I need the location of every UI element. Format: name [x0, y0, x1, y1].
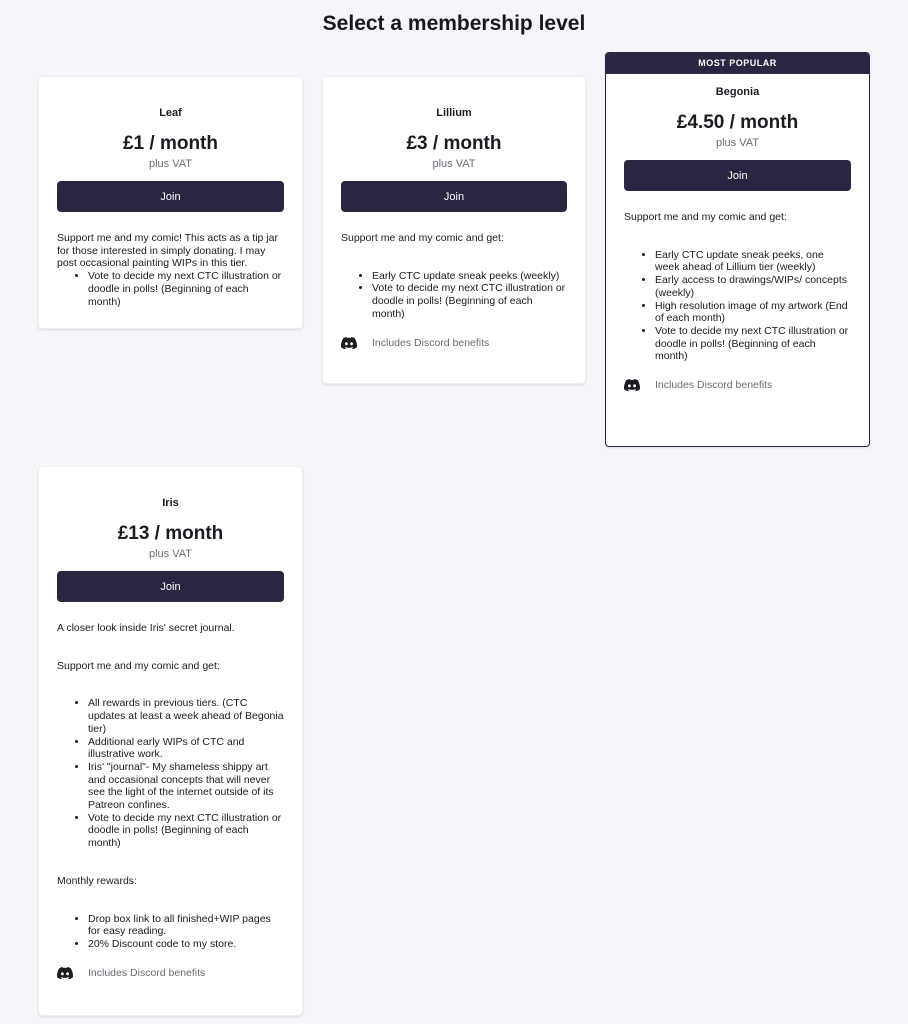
join-button-leaf[interactable]: Join — [57, 181, 284, 212]
perk-item: • Early CTC update sneak peeks (weekly) — [372, 270, 567, 283]
perk-list — [624, 249, 851, 363]
tier-price: £4.50 / month — [676, 112, 799, 133]
discord-label: Includes Discord benefits — [88, 966, 206, 979]
vat-note: plus VAT — [432, 158, 476, 170]
tier-price: £1 / month — [122, 133, 218, 154]
tier-card-iris — [38, 466, 303, 1016]
most-popular-badge: MOST POPULAR — [606, 53, 869, 74]
tier-card-leaf — [38, 76, 303, 329]
discord-icon — [341, 337, 357, 349]
tier-intro: A closer look inside Iris' secret journal. — [57, 622, 235, 634]
perk-item: • Drop box link to all finished+WIP pages for easy reading. — [88, 913, 284, 938]
tier-name: Iris — [162, 497, 179, 509]
perk-item: • 20% Discount code to my store. — [88, 938, 284, 951]
monthly-rewards-heading: Monthly rewards: — [57, 874, 137, 887]
perk-item: • Iris' "journal"- My shameless shippy art and occasional concepts that will never see the light of the internet outside of its Patreon confines. — [88, 761, 284, 812]
perk-item: • Additional early WIPs of CTC and illustrative work. — [88, 736, 284, 761]
discord-benefits — [624, 379, 851, 391]
tier-name: Leaf — [159, 107, 182, 119]
discord-benefits — [57, 967, 284, 979]
tier-card-begonia — [605, 52, 870, 447]
perk-item: • Vote to decide my next CTC illustration or doodle in polls! (Beginning of each month) — [88, 812, 284, 850]
tier-name: Lillium — [436, 107, 472, 119]
perk-item: • High resolution image of my artwork (End of each month) — [655, 300, 851, 325]
vat-note: plus VAT — [149, 158, 192, 170]
perk-item: • Early access to drawings/WIPs/ concepts (weekly) — [655, 274, 851, 299]
perk-item: • All rewards in previous tiers. (CTC updates at least a week ahead of Begonia tier) — [88, 697, 284, 735]
tier-intro: Support me and my comic! This acts as a tip jar for those interested in simply donating. I may post occasional painting WIPs in this tier. — [57, 232, 278, 270]
tier-intro-secondary: Support me and my comic and get: — [57, 659, 220, 672]
tier-price: £3 / month — [406, 133, 502, 154]
vat-note: plus VAT — [716, 137, 759, 149]
join-button-iris[interactable]: Join — [57, 571, 284, 602]
perk-list — [57, 697, 284, 849]
tier-intro: Support me and my comic and get: — [624, 211, 787, 223]
perk-item: • Vote to decide my next CTC illustration or doodle in polls! (Beginning of each month) — [88, 270, 284, 308]
tier-intro: Support me and my comic and get: — [341, 232, 504, 244]
tier-name: Begonia — [715, 86, 760, 98]
perk-item: • Vote to decide my next CTC illustration or doodle in polls! (Beginning of each month) — [655, 325, 851, 363]
tier-card-lillium — [322, 76, 586, 384]
vat-note: plus VAT — [149, 548, 192, 560]
join-button-begonia[interactable]: Join — [624, 160, 851, 191]
page-title: Select a membership level — [322, 12, 586, 35]
tier-description — [341, 232, 567, 321]
discord-icon — [57, 967, 73, 979]
tier-description — [57, 622, 284, 951]
discord-icon — [624, 379, 640, 391]
tier-description — [57, 232, 284, 308]
perk-list — [57, 270, 284, 308]
monthly-perk-list — [57, 913, 284, 951]
perk-item: • Vote to decide my next CTC illustration or doodle in polls! (Beginning of each month) — [372, 282, 567, 320]
perk-item: • Early CTC update sneak peeks, one week ahead of Lillium tier (weekly) — [655, 249, 851, 274]
discord-benefits — [341, 337, 567, 349]
discord-label: Includes Discord benefits — [655, 379, 773, 392]
tier-price: £13 / month — [117, 523, 224, 544]
discord-label: Includes Discord benefits — [372, 336, 490, 349]
tier-description — [624, 211, 851, 363]
perk-list — [341, 270, 567, 321]
join-button-lillium[interactable]: Join — [341, 181, 567, 212]
